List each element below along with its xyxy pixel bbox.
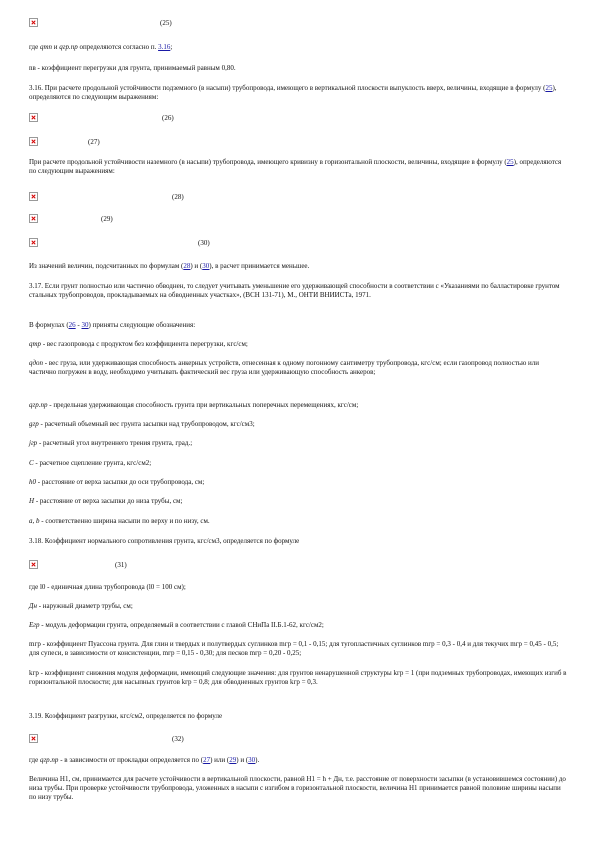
- equation-number: (30): [198, 239, 210, 247]
- broken-image-icon: [29, 734, 38, 743]
- equation-number: (31): [115, 561, 127, 569]
- link-formula-29[interactable]: 29: [229, 756, 237, 764]
- formula-27: [29, 137, 279, 149]
- broken-image-icon: [29, 137, 38, 146]
- definition-mgr: mгр - коэффициент Пуассона грунта. Для глин и твердых и полутвердых суглинков mгр = 0,1 - 0,15; для тугопластичных суглинков mгр = 0,3 - 0,4 и для текучих mгр = 0,45 - 0,5; для супеси, в зависимости от консистенции, mгр = 0,15 - 0,30; для песков mгр = 0,20 - 0,25;: [29, 640, 559, 657]
- definition-h0: h0 - расстояние от верха засыпки до оси трубопровода, см;: [29, 478, 205, 486]
- paragraph-3-19: 3.19. Коэффициент разгрузки, кгс/см2, определяется по формуле: [29, 712, 223, 720]
- definition-l0: где l0 - единичная длина трубопровода (l0 = 100 см);: [29, 583, 186, 591]
- definition-egr: Егр - модуль деформации грунта, определяемый в соответствии с главой СНиПа II.Б.1-62, кгс/см2;: [29, 621, 324, 629]
- paragraph-h1: Величина Н1, см, принимается для расчете устойчивости в вертикальной плоскости, равной Н1 = h + Дн, т.е. расстояние от поверхности засыпки (в установившемся состоянии) до низа трубы. При проверке устойчивости трубопровода, уложенных в насыпи с изгибом в горизонтальной плоскости, величина Н1 принимается равной половине ширины насыпи по низу трубы.: [29, 775, 566, 801]
- equation-number: (25): [160, 19, 172, 27]
- link-formula-30[interactable]: 30: [81, 321, 89, 329]
- paragraph-3-18: 3.18. Коэффициент нормального сопротивления грунта, кгс/см3, определяется по формуле: [29, 537, 300, 545]
- link-formula-26[interactable]: 26: [68, 321, 76, 329]
- paragraph-where-qgr: где qгр.пр - в зависимости от прокладки определяется по (27) или (29) и (30).: [29, 756, 260, 764]
- formula-32: [29, 734, 279, 746]
- link-formula-27[interactable]: 27: [203, 756, 211, 764]
- link-formula-30[interactable]: 30: [202, 262, 210, 270]
- formula-26: [29, 113, 279, 125]
- definition-ggr: gгр - расчетный объемный вес грунта засыпки над трубопроводом, кгс/см3;: [29, 420, 255, 428]
- formula-31: [29, 560, 279, 572]
- definition-qgr: qгр.пр - предельная удерживающая способность грунта при вертикальных поперечных перемещениях, кгс/см;: [29, 401, 359, 409]
- paragraph-3-17: 3.17. Если грунт полностью или частично обводнен, то следует учитывать уменьшение его удерживающей способности в соответствии с «Указаниями по балластировке грунтом стальных трубопроводов, прокладываемых на обводненных участках», (ВСН 131-71), М., ОНТИ ВНИИСТа, 1971.: [29, 282, 560, 299]
- definition-c: С - расчетное сцепление грунта, кгс/см2;: [29, 459, 152, 467]
- link-formula-25[interactable]: 25: [506, 158, 514, 166]
- equation-number: (32): [172, 735, 184, 743]
- formula-28: [29, 192, 279, 204]
- definition-qdon: qдоп - вес груза, или удерживающая способность анкерных устройств, отнесенная к одному погонному сантиметру трубопровода, кгс/см; если газопровод полностью или частично погружен в воду, необходимо учитывать фактический вес груза или удерживающую способность анкеров;: [29, 359, 540, 376]
- paragraph-horizontal: При расчете продольной устойчивости наземного (в насыпи) трубопровода, имеющего кривизну в горизонтальной плоскости, величины, входящие в формулу (25), определяются по следующим выражениям:: [29, 158, 562, 175]
- broken-image-icon: [29, 192, 38, 201]
- paragraph-where-qmp: где qmп и qгр.пр определяются согласно п. 3.16;: [29, 43, 173, 51]
- paragraph-nb: nв - коэффициент перегрузки для грунта, принимаемый равным 0,80.: [29, 64, 236, 72]
- formula-30: [29, 238, 279, 250]
- broken-image-icon: [29, 18, 38, 27]
- paragraph-values: Из значений величин, подсчитанных по формулам (28) и (30), в расчет принимается меньшее.: [29, 262, 310, 270]
- equation-number: (29): [101, 215, 113, 223]
- paragraph-3-16: 3.16. При расчете продольной устойчивости подземного (в насыпи) трубопровода, имеющего в вертикальной плоскости выпуклость вверх, величины, входящие в формулу (25), определяются по следующим выражениям:: [29, 84, 557, 101]
- broken-image-icon: [29, 238, 38, 247]
- broken-image-icon: [29, 560, 38, 569]
- link-formula-25[interactable]: 25: [545, 84, 553, 92]
- paragraph-formulas: В формулах (26 - 30) приняты следующие обозначения:: [29, 321, 196, 329]
- equation-number: (26): [162, 114, 174, 122]
- definition-dn: Дн - наружный диаметр трубы, см;: [29, 602, 133, 610]
- equation-number: (27): [88, 138, 100, 146]
- formula-29: [29, 214, 279, 226]
- link-3-16[interactable]: 3.16: [158, 43, 171, 51]
- definition-ab: а, b - соответственно ширина насыпи по верху и по низу, см.: [29, 517, 210, 525]
- definition-qmp: qmp - вес газопровода с продуктом без коэффициента перегрузки, кгс/см;: [29, 340, 248, 348]
- link-formula-28[interactable]: 28: [183, 262, 191, 270]
- definition-h: Н - расстояние от верха засыпки до низа трубы, см;: [29, 497, 183, 505]
- broken-image-icon: [29, 113, 38, 122]
- definition-jgr: jгр - расчетный угол внутреннего трения грунта, град.;: [29, 439, 193, 447]
- equation-number: (28): [172, 193, 184, 201]
- definition-kgr: kгр - коэффициент снижения модуля деформации, имеющий следующие значения: для грунтов ненарушенной структуры kгр = 1 (при подземных трубопроводах, имеющих изгиб в горизонтальной плоскости; для насыпных грунтов kгр = 0,8; для обводненных грунтов kгр = 0,3.: [29, 669, 567, 686]
- formula-25: [29, 18, 279, 30]
- link-formula-30[interactable]: 30: [248, 756, 256, 764]
- broken-image-icon: [29, 214, 38, 223]
